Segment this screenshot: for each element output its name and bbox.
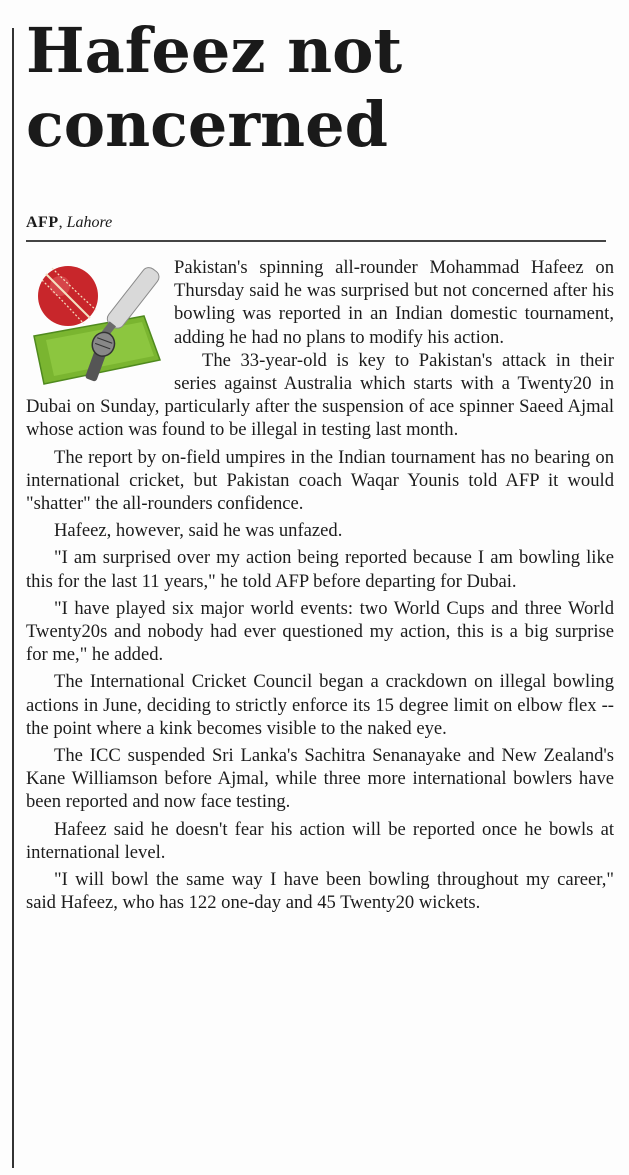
- paragraph: The ICC suspended Sri Lanka's Sachitra Senanayake and New Zealand's Kane Williamson before Ajmal, while three more international bowlers have been reported and now face testing.: [26, 745, 614, 813]
- byline: AFP, Lahore: [26, 214, 113, 231]
- paragraph: "I will bowl the same way I have been bowling throughout my career," said Hafeez, who has 122 one-day and 45 Twenty20 wickets.: [26, 869, 614, 914]
- headline-divider: [26, 240, 606, 242]
- paragraph: The International Cricket Council began a crackdown on illegal bowling actions in June, deciding to strictly enforce its 15 degree limit on elbow flex -- the point where a kink becomes visible to the naked eye.: [26, 671, 614, 739]
- byline-agency: AFP: [26, 214, 59, 231]
- paragraph: "I have played six major world events: two World Cups and three World Twenty20s and nobody had ever questioned my action, this is a big surprise for me," he added.: [26, 597, 614, 666]
- paragraph: Hafeez said he doesn't fear his action will be reported once he bowls at international level.: [26, 818, 614, 863]
- paragraph: Hafeez, however, said he was unfazed.: [54, 520, 343, 542]
- paragraph: The report by on-field umpires in the Indian tournament has no bearing on international cricket, but Pakistan coach Waqar Younis told AFP it would "shatter" the all-rounders confidence.: [26, 446, 614, 515]
- paragraph: The 33-year-old is key to Pakistan's attack in their series against Australia which starts with a Twenty20 in Dubai on Sunday, particularly after the suspension of ace spinner Saeed Ajmal whose action was found to be illegal in testing last month.: [26, 349, 614, 441]
- headline: [26, 14, 616, 162]
- headline-line-2: concerned: [26, 88, 388, 161]
- column-rule: [12, 28, 14, 1168]
- cricket-icon: [24, 256, 164, 390]
- headline-line-1: Hafeez not: [26, 14, 403, 87]
- paragraph: "I am surprised over my action being reported because I am bowling like this for the last 11 years," he told AFP before departing for Dubai.: [26, 547, 614, 592]
- byline-place: Lahore: [66, 214, 113, 231]
- paragraph: Pakistan's spinning all-rounder Mohammad Hafeez on Thursday said he was surprised but not concerned after his bowling was reported in an Indian domestic tournament, adding he had no plans to modify his action.: [174, 257, 614, 348]
